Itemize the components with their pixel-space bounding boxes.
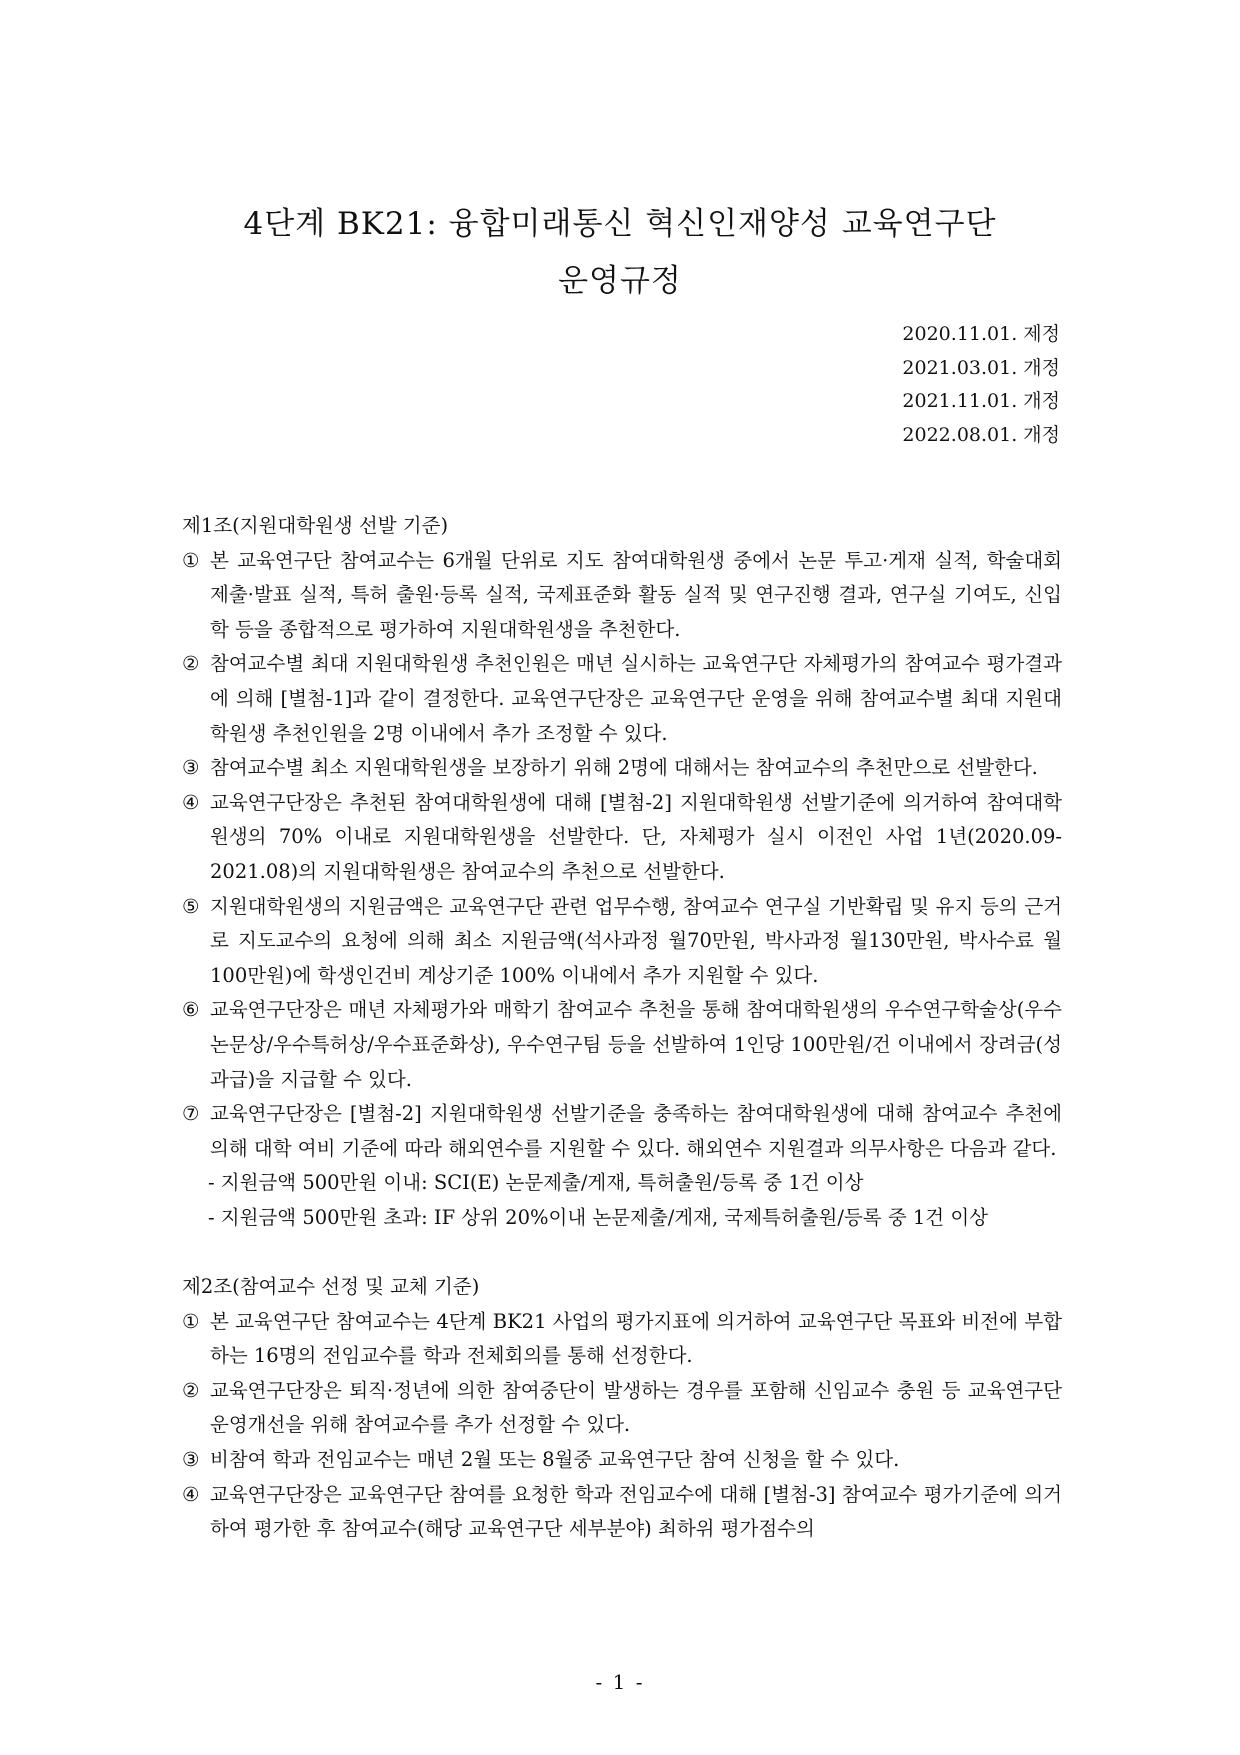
- item-number: ①: [182, 1309, 200, 1333]
- item-text: 본 교육연구단 참여교수는 6개월 단위로 지도 참여대학원생 중에서 논문 투고·게재 실적, 학술대회 제출·발표 실적, 특허 출원·등록 실적, 국제표준화 활동 실적 및 연구진행 결과, 연구실 기여도, 신입학 등을 종합적으로 평가하여 지원대학원생을 추천한다.: [210, 548, 1062, 641]
- item-text: 교육연구단장은 매년 자체평가와 매학기 참여교수 추천을 통해 참여대학원생의 우수연구학술상(우수논문상/우수특허상/우수표준화상), 우수연구팀 등을 선발하여 1인당 100만원/건 이내에서 장려금(성과급)을 지급할 수 있다.: [210, 998, 1062, 1091]
- revision-history: [902, 318, 1060, 452]
- item-text: 교육연구단장은 [별첨-2] 지원대학원생 선발기준을 충족하는 참여대학원생에 대해 참여교수 추천에 의해 대학 여비 기준에 따라 해외연수를 지원할 수 있다. 해외연수 지원결과 의무사항은 다음과 같다.: [210, 1102, 1062, 1160]
- revision-entry: 2020.11.01. 제정: [902, 323, 1060, 345]
- item-number: ⑦: [182, 1102, 200, 1126]
- document-subtitle: 운영규정: [558, 263, 682, 299]
- support-condition-bullet: - 지원금액 500만원 이내: SCI(E) 논문제출/게재, 특허출원/등록 중 1건 이상: [208, 1171, 864, 1195]
- item-text: 본 교육연구단 참여교수는 4단계 BK21 사업의 평가지표에 의거하여 교육연구단 목표와 비전에 부합하는 16명의 전임교수를 학과 전체회의를 통해 선정한다.: [210, 1309, 1062, 1368]
- article-2-item: [182, 1305, 1062, 1374]
- item-text: 교육연구단장은 퇴직·정년에 의한 참여중단이 발생하는 경우를 포함해 신임교수 충원 등 교육연구단 운영개선을 위해 참여교수를 추가 선정할 수 있다.: [210, 1378, 1062, 1437]
- item-number: ⑤: [182, 894, 200, 918]
- document-title: 4단계 BK21: 융합미래통신 혁신인재양성 교육연구단: [243, 206, 997, 242]
- article-1-item: [182, 647, 1062, 751]
- revision-entry: 2022.08.01. 개정: [902, 423, 1060, 446]
- item-text: 지원대학원생의 지원금액은 교육연구단 관련 업무수행, 참여교수 연구실 기반확립 및 유지 등의 근거로 지도교수의 요청에 의해 최소 지원금액(석사과정 월70만원, 박사과정 월130만원, 박사수료 월100만원)에 학생인건비 계상기준 100% 이내에서 추가 지원할 수 있다.: [210, 894, 1062, 987]
- article-1-item: [182, 993, 1062, 1097]
- page-number: - 1 -: [595, 1670, 645, 1694]
- article-1-item: [182, 786, 1062, 890]
- article-1-item: [182, 544, 1062, 648]
- article-2-item: [182, 1443, 1062, 1478]
- item-number: ④: [182, 790, 200, 814]
- article-1-item: [182, 751, 1062, 786]
- revision-entry: 2021.03.01. 개정: [902, 356, 1060, 379]
- section-spacer: [182, 1235, 1062, 1270]
- item-number: ②: [182, 652, 200, 676]
- document-body: [182, 509, 1062, 1547]
- support-condition-bullet: - 지원금액 500만원 초과: IF 상위 20%이내 논문제출/게재, 국제특허출원/등록 중 1건 이상: [208, 1205, 988, 1229]
- article-1-item: [182, 1097, 1062, 1166]
- article-1-item: [182, 890, 1062, 994]
- article-2-item: [182, 1478, 1062, 1547]
- revision-entry: 2021.11.01. 개정: [902, 390, 1060, 412]
- item-text: 교육연구단장은 교육연구단 참여를 요청한 학과 전임교수에 대해 [별첨-3] 참여교수 평가기준에 의거하여 평가한 후 참여교수(해당 교육연구단 세부분야) 최하위 평가점수의: [210, 1482, 1062, 1541]
- article-2-title: 제2조(참여교수 선정 및 교체 기준): [182, 1275, 480, 1299]
- item-number: ③: [182, 756, 200, 780]
- item-number: ①: [182, 548, 200, 572]
- item-text: 교육연구단장은 추천된 참여대학원생에 대해 [별첨-2] 지원대학원생 선발기준에 의거하여 참여대학원생의 70% 이내로 지원대학원생을 선발한다. 단, 자체평가 실시 이전인 사업 1년(2020.09-2021.08)의 지원대학원생은 참여교수의 추천으로 선발한다.: [210, 790, 1062, 883]
- item-text: 비참여 학과 전임교수는 매년 2월 또는 8월중 교육연구단 참여 신청을 할 수 있다.: [210, 1448, 900, 1472]
- article-2-item: [182, 1374, 1062, 1443]
- item-number: ⑥: [182, 998, 200, 1022]
- item-number: ②: [182, 1378, 200, 1402]
- item-text: 참여교수별 최소 지원대학원생을 보장하기 위해 2명에 대해서는 참여교수의 추천만으로 선발한다.: [210, 756, 1038, 780]
- item-text: 참여교수별 최대 지원대학원생 추천인원은 매년 실시하는 교육연구단 자체평가의 참여교수 평가결과에 의해 [별첨-1]과 같이 결정한다. 교육연구단장은 교육연구단 운영을 위해 참여교수별 최대 지원대학원생 추천인원을 2명 이내에서 추가 조정할 수 있다.: [210, 652, 1062, 745]
- item-number: ④: [182, 1482, 200, 1506]
- article-1-title: 제1조(지원대학원생 선발 기준): [182, 514, 449, 537]
- item-number: ③: [182, 1448, 200, 1472]
